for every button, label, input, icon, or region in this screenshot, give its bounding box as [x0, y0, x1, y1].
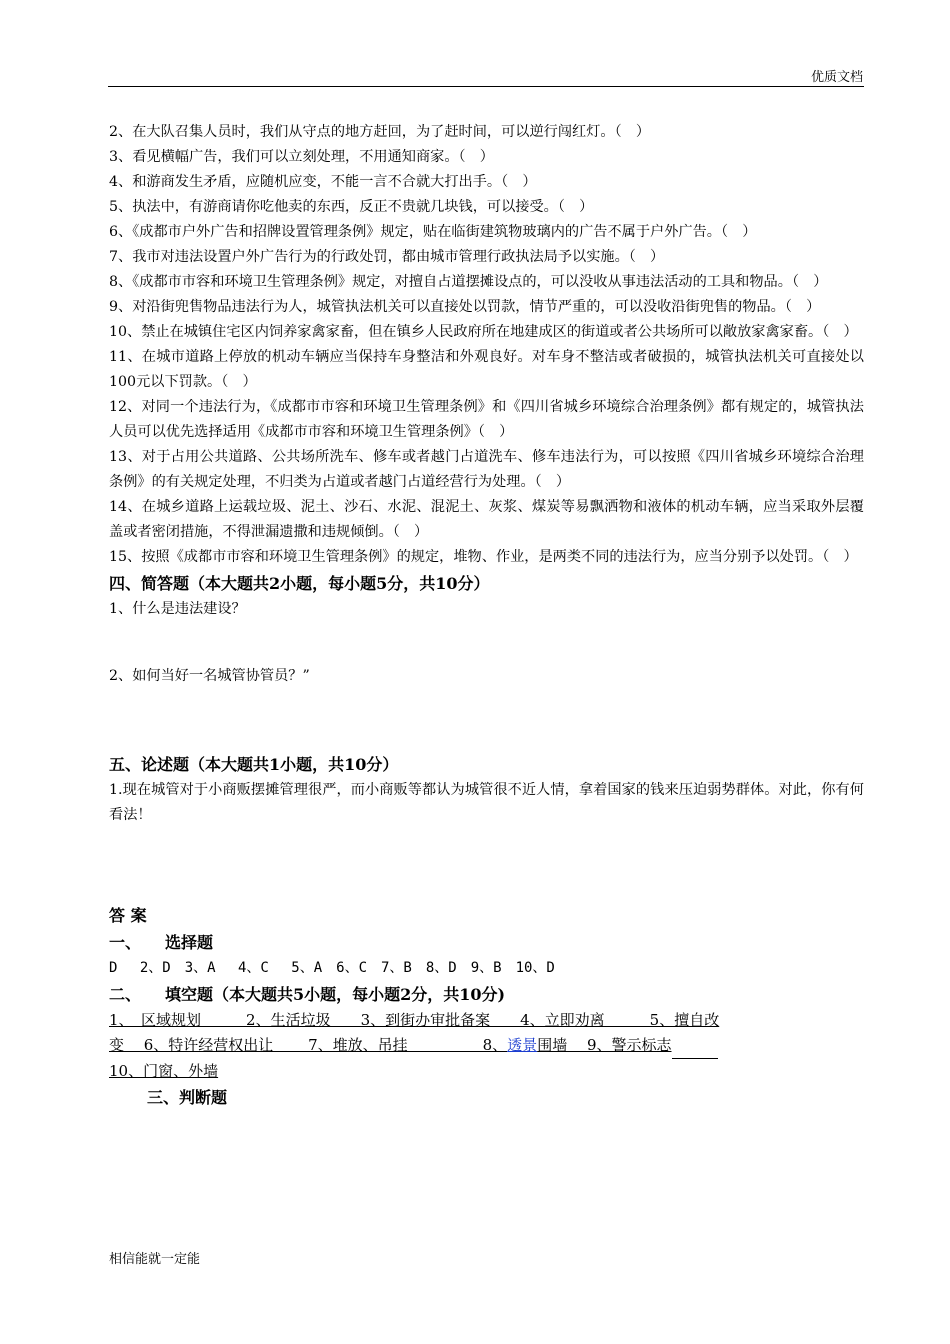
essay-question-1: 1.现在城管对于小商贩摆摊管理很严，而小商贩等都认为城管很不近人情，拿着国家的钱来压迫弱势群体。对此，你有何看法！ [109, 782, 864, 823]
judgment-list [109, 120, 864, 570]
judgment-item: 3、看见横幅广告，我们可以立刻处理，不用通知商家。（ ） [109, 149, 494, 165]
judgment-item: 4、和游商发生矛盾，应随机应变，不能一言不合就大打出手。（ ） [109, 174, 537, 190]
judgment-item: 7、我市对违法设置户外广告行为的行政处罚，都由城市管理行政执法局予以实施。（ ） [109, 249, 665, 265]
answers-choice-line: D 2、D 3、A 4、C 5、A 6、C 7、B 8、D 9、B 10、D [109, 960, 555, 976]
answer-space [109, 689, 864, 751]
answers-title: 答 案 [109, 906, 147, 925]
judgment-item: 14、在城乡道路上运载垃圾、泥土、沙石、水泥、混泥土、灰浆、煤炭等易飘洒物和液体的机动车辆，应当采取外层覆盖或者密闭措施，不得泄漏遗撒和违规倾倒。（ ） [109, 499, 864, 540]
link-touqing[interactable]: 透景 [507, 1036, 538, 1054]
blank-answers-row1: 1、 区域规划 2、生活垃圾 3、到街办审批备案 4、立即劝离 5、擅自改 [109, 1011, 720, 1029]
answers-blank-row [109, 1059, 864, 1084]
answers-part3-heading: 三、判断题 [147, 1088, 228, 1107]
judgment-item: 13、对于占用公共道路、公共场所洗车、修车或者越门占道洗车、修车违法行为，可以按照《四川省城乡环境综合治理条例》的有关规定处理，不归类为占道或者越门占道经营行为处理。（ ） [109, 449, 864, 490]
answer-space [109, 622, 864, 664]
judgment-item: 15、按照《成都市市容和环境卫生管理条例》的规定，堆物、作业，是两类不同的违法行为，应当分别予以处罚。（ ） [109, 549, 858, 565]
section4-title: 四、简答题（本大题共2小题，每小题5分，共10分） [109, 574, 490, 593]
answers-part1-heading: 一、 选择题 [109, 933, 214, 952]
answer-space [109, 828, 864, 894]
short-question-1: 1、什么是违法建设？ [109, 601, 246, 617]
header-label: 优质文档 [810, 70, 863, 85]
blank-answers-row2-start: 变 6、特许经营权出让 7、堆放、吊挂 8、 [109, 1036, 508, 1054]
blank-answers-row2-end: 围墙 9、警示标志 [537, 1036, 672, 1054]
judgment-item: 8、《成都市市容和环境卫生管理条例》规定，对擅自占道摆摊设点的，可以没收从事违法活动的工具和物品。（ ） [109, 274, 828, 290]
underline-fill [672, 1033, 718, 1059]
answers-blank-row [109, 1008, 864, 1033]
answers-part2-heading: 二、 填空题（本大题共5小题，每小题2分，共10分) [109, 985, 506, 1004]
judgment-item: 5、执法中，有游商请你吃他卖的东西，反正不贵就几块钱，可以接受。（ ） [109, 199, 594, 215]
judgment-item: 9、对沿街兜售物品违法行为人，城管执法机关可以直接处以罚款，情节严重的，可以没收沿街兜售的物品。（ ） [109, 299, 821, 315]
short-question-2: 2、如何当好一名城管协管员？” [109, 668, 310, 684]
answers-blank-row [109, 1033, 864, 1059]
blank-answers-row3: 10、门窗、外墙 [109, 1062, 219, 1080]
judgment-item: 2、在大队召集人员时，我们从守点的地方赶回，为了赶时间，可以逆行闯红灯。（ ） [109, 124, 651, 140]
header-divider [108, 86, 864, 87]
judgment-item: 6、《成都市户外广告和招牌设置管理条例》规定，贴在临街建筑物玻璃内的广告不属于户外广告。（ ） [109, 224, 757, 240]
document-body [109, 120, 864, 1111]
judgment-item: 10、禁止在城镇住宅区内饲养家禽家畜，但在镇乡人民政府所在地建成区的街道或者公共场所可以敞放家禽家畜。（ ） [109, 324, 858, 340]
footer-label: 相信能就一定能 [109, 1252, 201, 1267]
judgment-item: 11、在城市道路上停放的机动车辆应当保持车身整洁和外观良好。对车身不整洁或者破损的，城管执法机关可直接处以100元以下罚款。（ ） [109, 349, 864, 390]
judgment-item: 12、对同一个违法行为，《成都市市容和环境卫生管理条例》和《四川省城乡环境综合治理条例》都有规定的，城管执法人员可以优先选择适用《成都市市容和环境卫生管理条例》（ ） [109, 399, 864, 440]
section5-title: 五、论述题（本大题共1小题，共10分） [109, 755, 399, 774]
